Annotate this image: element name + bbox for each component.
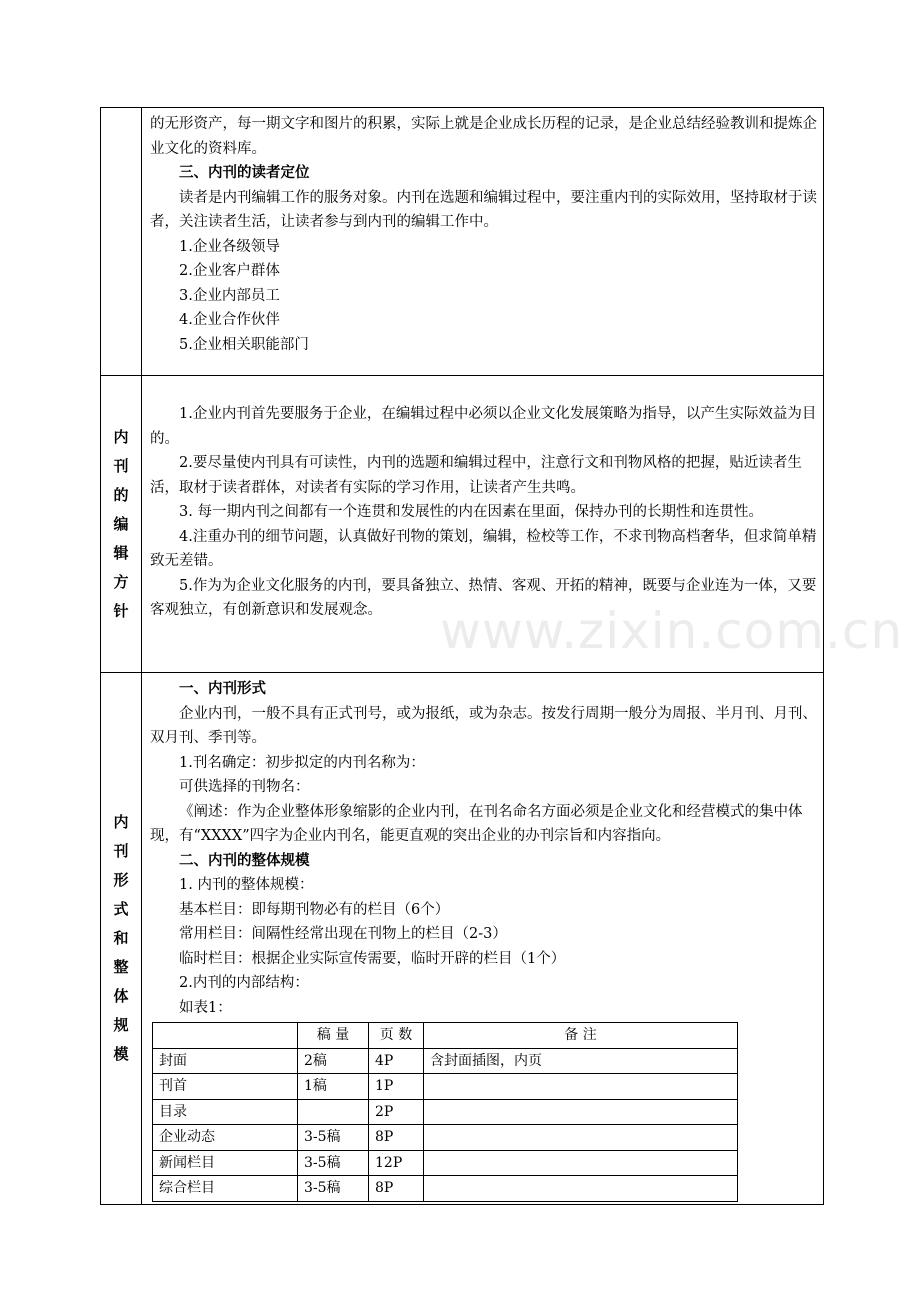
table-cell: 1稿 <box>298 1074 369 1100</box>
list-item: 4.企业合作伙伴 <box>179 312 280 328</box>
label-char: 和 <box>113 928 129 947</box>
table-cell: 3-5稿 <box>298 1176 369 1202</box>
table-cell: 目录 <box>153 1099 298 1125</box>
section-label-format <box>101 673 142 1205</box>
table-row <box>153 1176 738 1202</box>
section-editorial-policy-row <box>101 376 824 673</box>
list-item: 2.要尽量使内刊具有可读性，内刊的选题和编辑过程中，注意行文和刊物风格的把握，贴近读者生活，取材于读者群体，对读者有实际的学习作用，让读者产生共鸣。 <box>150 455 802 496</box>
label-char: 整 <box>113 957 129 976</box>
table-cell: 含封面插图，内页 <box>424 1048 738 1074</box>
label-char: 方 <box>113 572 129 591</box>
label-char: 内 <box>113 427 129 446</box>
table-header-cell <box>153 1023 298 1049</box>
table-header-cell: 页 数 <box>369 1023 424 1049</box>
label-char: 针 <box>113 601 129 620</box>
section-format-body <box>142 673 824 1205</box>
label-char: 的 <box>113 485 129 504</box>
section-format-row <box>101 673 824 1205</box>
main-table <box>100 107 824 1205</box>
paragraph: 的无形资产，每一期文字和图片的积累，实际上就是企业成长历程的记录，是企业总结经验教训和提炼企业文化的资料库。 <box>150 116 817 157</box>
structure-table <box>152 1022 738 1202</box>
table-header-cell: 备 注 <box>424 1023 738 1049</box>
table-cell: 8P <box>369 1176 424 1202</box>
list-item: 4.注重办刊的细节问题，认真做好刊物的策划，编辑，检校等工作，不求刊物高档奢华，但求简单精致无差错。 <box>150 528 817 569</box>
paragraph: 常用栏目：间隔性经常出现在刊物上的栏目（2-3） <box>179 926 507 942</box>
section-heading: 三、内刊的读者定位 <box>179 165 310 181</box>
table-row <box>153 1150 738 1176</box>
section-editorial-policy-body <box>142 376 824 673</box>
label-char: 辑 <box>113 543 129 562</box>
list-item: 1.企业内刊首先要服务于企业，在编辑过程中必须以企业文化发展策略为指导，以产生实际效益为目的。 <box>150 406 817 447</box>
table-cell: 新闻栏目 <box>153 1150 298 1176</box>
table-cell: 2P <box>369 1099 424 1125</box>
section-readers-body <box>142 108 824 376</box>
section-label-empty <box>101 108 142 376</box>
table-header-row <box>153 1023 738 1049</box>
list-item: 5.企业相关职能部门 <box>179 336 309 353</box>
paragraph: 临时栏目：根据企业实际宣传需要，临时开辟的栏目（1个） <box>179 950 566 967</box>
paragraph: 可供选择的刊物名： <box>179 779 310 795</box>
list-item: 3.企业内部员工 <box>179 287 280 304</box>
paragraph: 1. 内刊的整体规模： <box>179 877 314 893</box>
table-cell: 3-5稿 <box>298 1125 369 1151</box>
label-char: 内 <box>113 812 129 831</box>
paragraph: 读者是内刊编辑工作的服务对象。内刊在选题和编辑过程中，要注重内刊的实际效用，坚持取材于读者，关注读者生活，让读者参与到内刊的编辑工作中。 <box>150 189 817 230</box>
table-cell <box>424 1150 738 1176</box>
table-cell: 封面 <box>153 1048 298 1074</box>
table-header-cell: 稿 量 <box>298 1023 369 1049</box>
label-char: 刊 <box>113 456 129 475</box>
list-item: 2.企业客户群体 <box>179 263 280 279</box>
label-char: 模 <box>113 1044 129 1063</box>
table-cell: 刊首 <box>153 1074 298 1100</box>
table-cell <box>424 1099 738 1125</box>
table-cell: 2稿 <box>298 1048 369 1074</box>
table-cell: 企业动态 <box>153 1125 298 1151</box>
label-char: 刊 <box>113 841 129 860</box>
table-cell <box>424 1074 738 1100</box>
label-char: 体 <box>113 986 129 1005</box>
label-char: 式 <box>113 899 129 918</box>
watermark: www.zixin.com.cn <box>440 602 904 660</box>
table-cell <box>424 1125 738 1151</box>
list-item: 5.作为为企业文化服务的内刊，要具备独立、热情、客观、开拓的精神，既要与企业连为一体，又要客观独立，有创新意识和发展观念。 <box>150 577 817 618</box>
paragraph: 如表1： <box>179 999 232 1016</box>
section-label-editorial-policy <box>101 376 142 673</box>
table-row <box>153 1099 738 1125</box>
table-row <box>153 1074 738 1100</box>
table-cell: 3-5稿 <box>298 1150 369 1176</box>
paragraph: 基本栏目：即每期刊物必有的栏目（6个） <box>179 901 450 918</box>
table-cell: 4P <box>369 1048 424 1074</box>
table-cell <box>424 1176 738 1202</box>
section-heading: 二、内刊的整体规模 <box>179 852 310 869</box>
paragraph: 2.内刊的内部结构： <box>179 975 309 991</box>
paragraph: 1.刊名确定：初步拟定的内刊名称为： <box>179 754 425 771</box>
table-row <box>153 1048 738 1074</box>
table-cell <box>298 1099 369 1125</box>
table-row <box>153 1125 738 1151</box>
paragraph: 《阐述：作为企业整体形象缩影的企业内刊，在刊名命名方面必须是企业文化和经营模式的集中体现，有“XXXX”四字为企业内刊名，能更直观的突出企业的办刊宗旨和内容指向。 <box>150 803 803 844</box>
list-item: 1.企业各级领导 <box>179 238 280 255</box>
paragraph: 企业内刊，一般不具有正式刊号，或为报纸，或为杂志。按发行周期一般分为周报、半月刊、月刊、双月刊、季刊等。 <box>150 705 817 746</box>
table-cell: 8P <box>369 1125 424 1151</box>
table-cell: 1P <box>369 1074 424 1100</box>
list-item: 3. 每一期内刊之间都有一个连贯和发展性的内在因素在里面，保持办刊的长期性和连贯性。 <box>179 504 763 520</box>
section-readers-row <box>101 108 824 376</box>
section-heading: 一、内刊形式 <box>179 681 266 697</box>
table-cell: 综合栏目 <box>153 1176 298 1202</box>
label-char: 规 <box>113 1015 129 1034</box>
label-char: 编 <box>113 514 129 533</box>
table-cell: 12P <box>369 1150 424 1176</box>
label-char: 形 <box>113 870 129 889</box>
